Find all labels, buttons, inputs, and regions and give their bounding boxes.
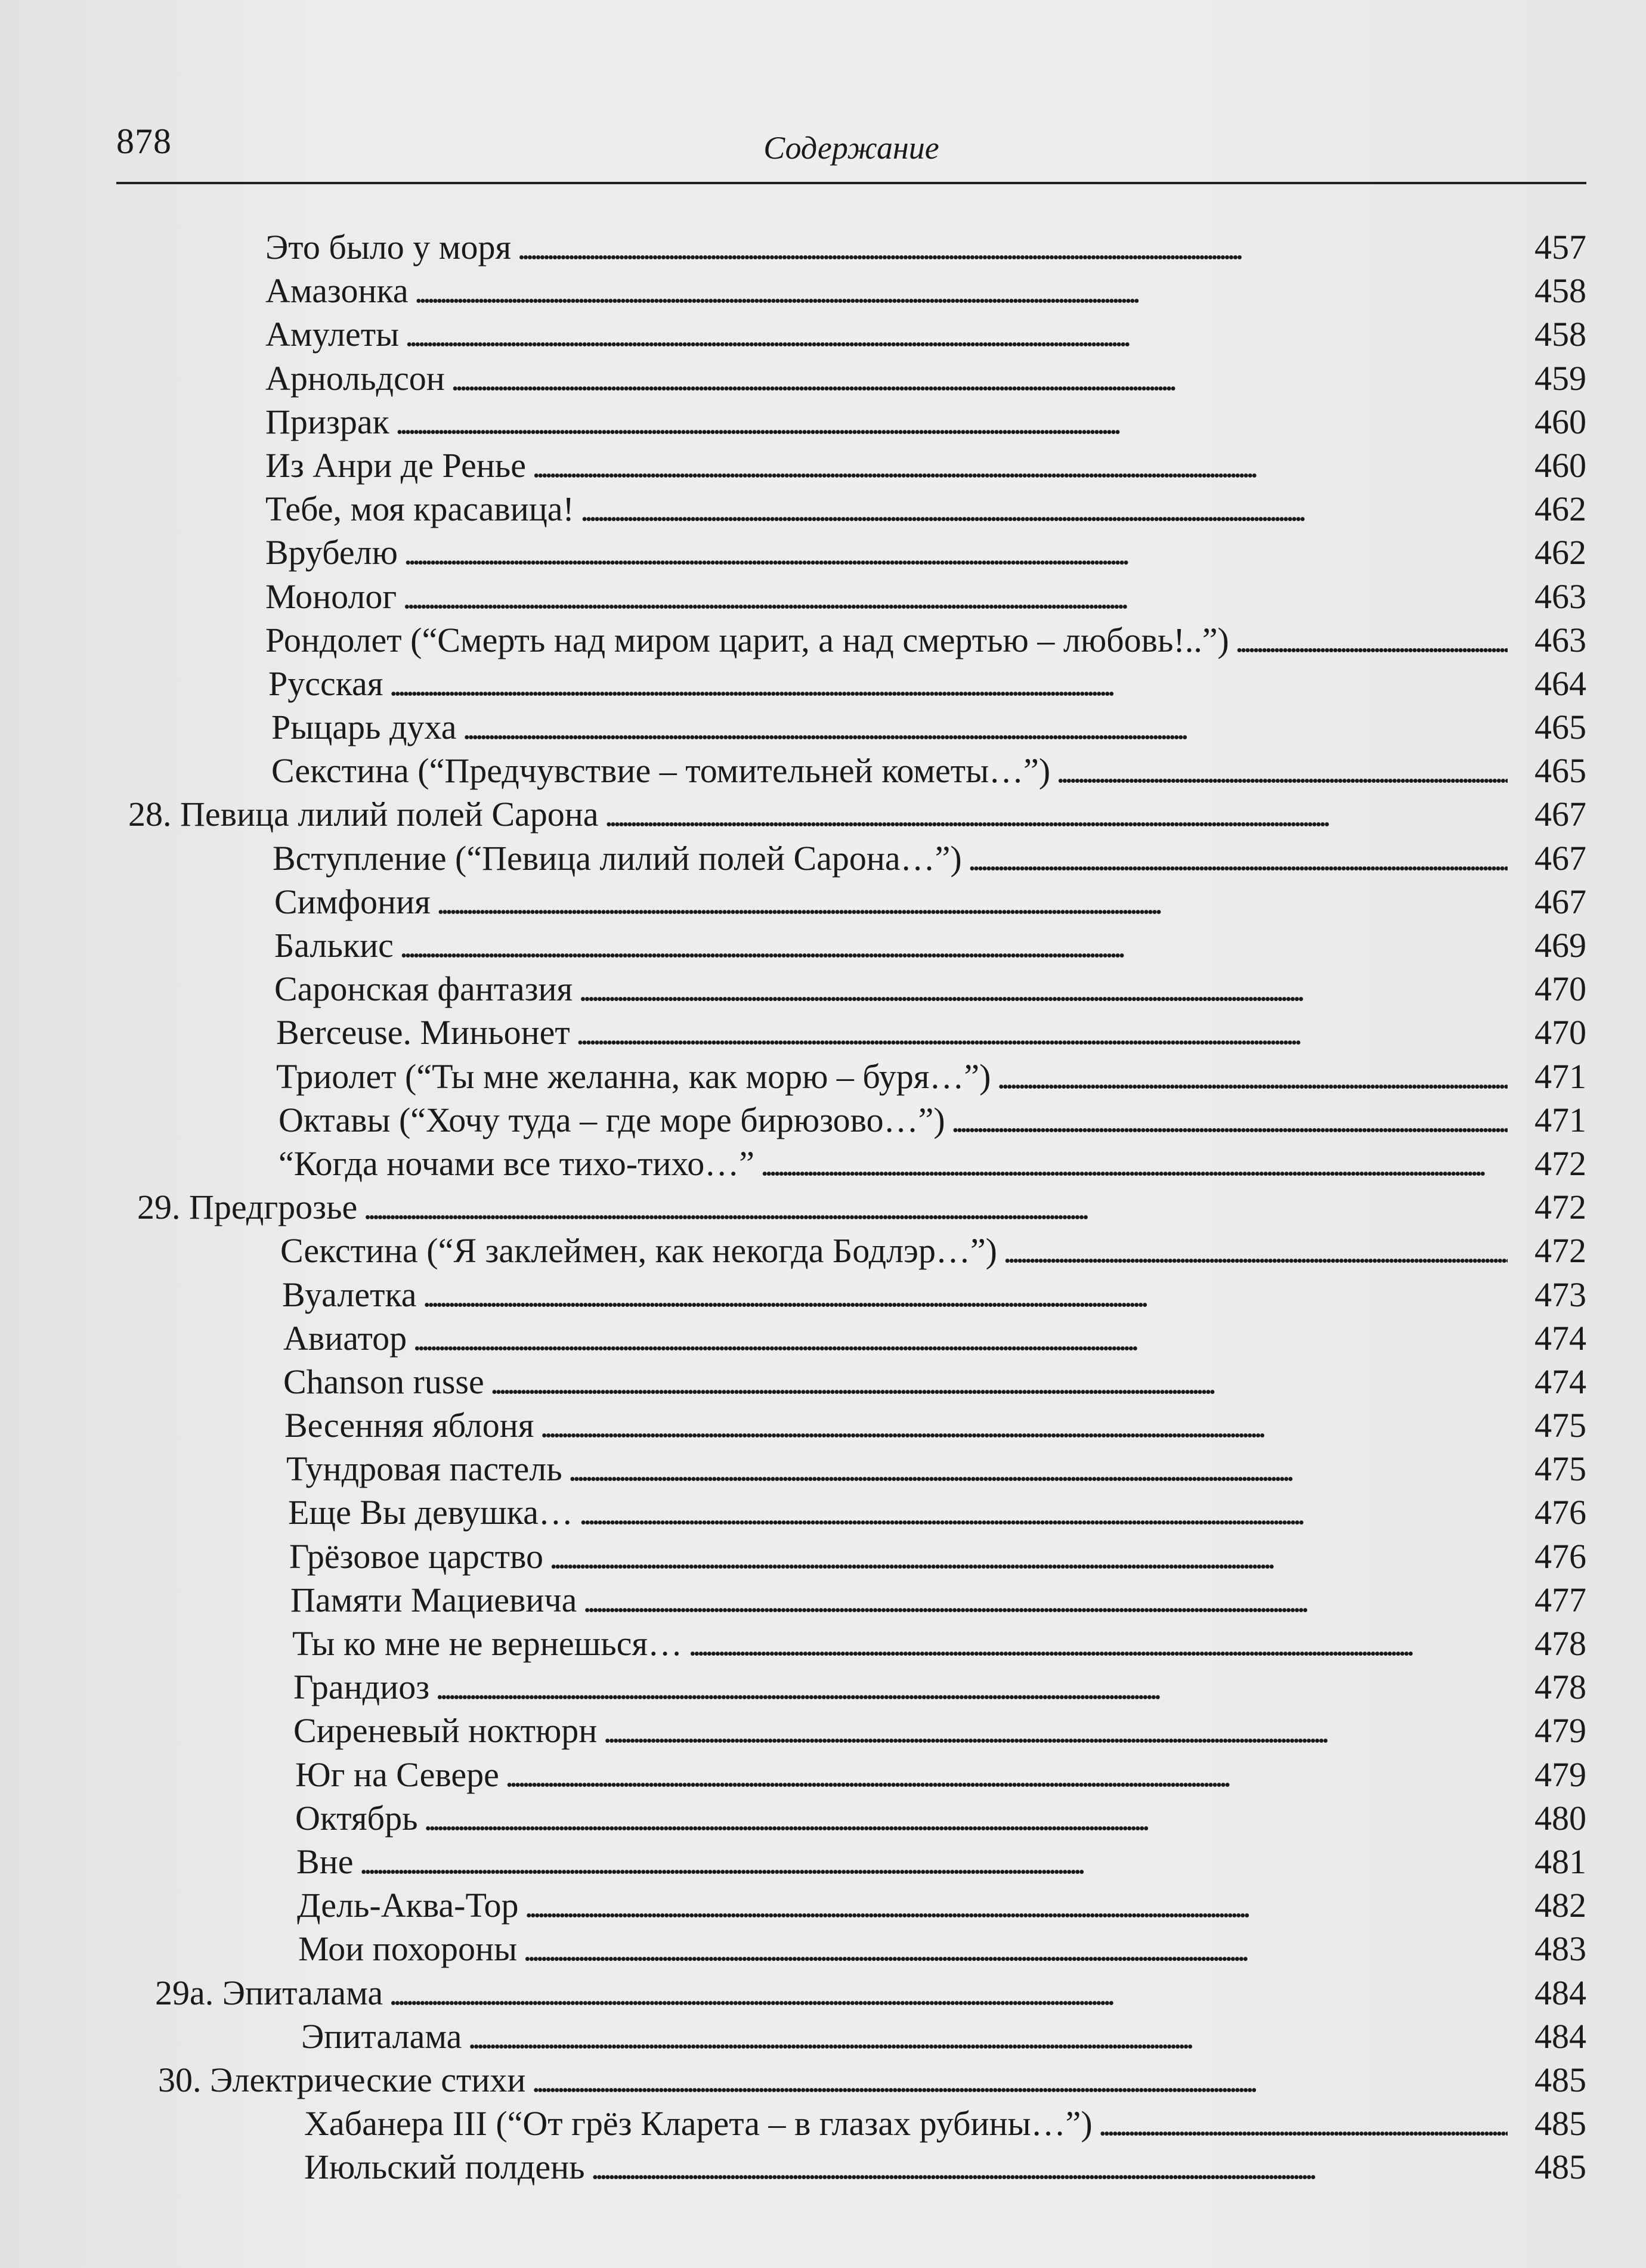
- leader-dots: [603, 1709, 1508, 1752]
- toc-entry-title: Арнольдсон: [265, 358, 445, 398]
- leader-dots: [389, 662, 1508, 705]
- toc-entry: [116, 575, 1586, 618]
- toc-entry: [116, 487, 1586, 531]
- toc-entry-title: Саронская фантазия: [274, 969, 573, 1009]
- toc-entry: [116, 1883, 1586, 1927]
- toc-entry: [116, 444, 1586, 487]
- toc-entry-title: Октавы (“Хочу туда – где море бирюзово…”): [279, 1100, 945, 1139]
- toc-entry-page: 478: [1534, 1624, 1586, 1663]
- leader-dots: [532, 444, 1508, 487]
- toc-entry: [116, 531, 1586, 574]
- toc-entry: [116, 1011, 1586, 1054]
- toc-entry-title: Из Анри де Ренье: [265, 445, 526, 485]
- leader-dots: [505, 1753, 1508, 1796]
- toc-entry-title: Эпиталама: [301, 2016, 462, 2056]
- leader-dots: [591, 2145, 1508, 2189]
- toc-entry-title: Симфония: [274, 882, 431, 921]
- toc-entry-title: Монолог: [265, 577, 397, 616]
- toc-entry-page: 476: [1534, 1536, 1586, 1576]
- toc-entry-title: Chanson russe: [283, 1362, 484, 1401]
- leader-dots: [760, 1142, 1508, 1185]
- leader-dots: [517, 225, 1508, 269]
- toc-entry: [116, 1578, 1586, 1622]
- leader-dots: [405, 312, 1508, 356]
- toc-entry-title: Врубелю: [265, 533, 398, 572]
- leader-dots: [579, 1491, 1508, 1534]
- toc-entry: [116, 1840, 1586, 1883]
- toc-entry-title: “Когда ночами все тихо-тихо…”: [279, 1144, 755, 1183]
- toc-section: [116, 1971, 1586, 2015]
- leader-dots: [437, 880, 1508, 924]
- toc-entry: [116, 2015, 1586, 2058]
- toc-entry-title: Вступление (“Певица лилий полей Сарона…”): [273, 838, 962, 878]
- toc-entry-title: Грёзовое царство: [289, 1536, 543, 1576]
- toc-entry: [116, 1403, 1586, 1447]
- toc-entry-page: 465: [1534, 751, 1586, 791]
- toc-entry-page: 474: [1534, 1362, 1586, 1401]
- toc-entry-title: Вуалетка: [282, 1275, 417, 1314]
- toc-entry: [116, 1535, 1586, 1578]
- toc-entry-page: 478: [1534, 1668, 1586, 1707]
- toc-entry-page: 463: [1534, 620, 1586, 659]
- toc-entry-page: 458: [1534, 271, 1586, 311]
- toc-entry-title: Амулеты: [265, 315, 400, 354]
- toc-entry-page: 467: [1534, 838, 1586, 878]
- toc-entry-title: Berceuse. Миньонет: [276, 1013, 570, 1052]
- leader-dots: [468, 2015, 1508, 2058]
- toc-entry: [116, 705, 1586, 749]
- toc-entry: [116, 1229, 1586, 1272]
- toc-entry-page: 475: [1534, 1449, 1586, 1489]
- table-of-contents: [116, 225, 1586, 2189]
- toc-entry-title: Амазонка: [265, 271, 409, 311]
- toc-section: [116, 1185, 1586, 1229]
- leader-dots: [549, 1535, 1508, 1578]
- leader-dots: [1235, 618, 1508, 662]
- toc-entry-page: 460: [1534, 445, 1586, 485]
- toc-entry-title: 29а. Эпиталама: [155, 1973, 383, 2012]
- toc-entry: [116, 1360, 1586, 1403]
- leader-dots: [435, 1665, 1508, 1709]
- toc-entry-title: 28. Певица лилий полей Сарона: [128, 795, 599, 834]
- toc-entry: [116, 400, 1586, 444]
- toc-entry-title: Рондолет (“Смерть над миром царит, а над смертью – любовь!..”): [265, 620, 1229, 659]
- leader-dots: [568, 1447, 1508, 1491]
- leader-dots: [413, 1316, 1508, 1360]
- toc-section: [116, 792, 1586, 836]
- toc-entry-page: 473: [1534, 1275, 1586, 1314]
- leader-dots: [359, 1840, 1508, 1883]
- toc-entry-page: 480: [1534, 1798, 1586, 1838]
- leader-dots: [389, 1971, 1508, 2015]
- toc-entry-page: 479: [1534, 1711, 1586, 1750]
- toc-entry-title: 30. Электрические стихи: [158, 2060, 526, 2099]
- leader-dots: [523, 1927, 1508, 1970]
- page-header: [116, 116, 1586, 184]
- toc-entry: [116, 1098, 1586, 1142]
- toc-entry-page: 476: [1534, 1493, 1586, 1532]
- leader-dots: [525, 1883, 1508, 1927]
- leader-dots: [462, 705, 1508, 749]
- page-number: 878: [116, 122, 172, 161]
- toc-entry: [116, 1273, 1586, 1316]
- toc-entry: [116, 1709, 1586, 1752]
- toc-entry-title: Секстина (“Предчувствие – томительней кометы…”): [271, 751, 1051, 791]
- toc-entry: [116, 1316, 1586, 1360]
- toc-entry-title: Ты ко мне не вернешься…: [292, 1624, 683, 1663]
- toc-entry-page: 484: [1534, 2016, 1586, 2056]
- toc-entry-title: Это было у моря: [265, 228, 512, 267]
- toc-entry-title: Памяти Мациевича: [290, 1580, 577, 1619]
- leader-dots: [968, 836, 1508, 880]
- toc-entry: [116, 225, 1586, 269]
- toc-entry: [116, 1665, 1586, 1709]
- toc-entry-page: 479: [1534, 1755, 1586, 1794]
- leader-dots: [403, 575, 1508, 618]
- leader-dots: [400, 924, 1508, 967]
- toc-entry-title: Призрак: [265, 402, 389, 441]
- toc-entry-page: 470: [1534, 1013, 1586, 1052]
- toc-entry: [116, 618, 1586, 662]
- toc-entry-page: 475: [1534, 1406, 1586, 1445]
- toc-entry: [116, 1753, 1586, 1796]
- leader-dots: [414, 269, 1508, 312]
- toc-entry-page: 462: [1534, 533, 1586, 572]
- toc-entry-title: Авиатор: [283, 1318, 407, 1358]
- leader-dots: [424, 1796, 1508, 1840]
- leader-dots: [395, 400, 1508, 444]
- toc-entry-title: Рыцарь духа: [271, 708, 457, 747]
- toc-entry-page: 482: [1534, 1886, 1586, 1925]
- toc-entry-page: 463: [1534, 577, 1586, 616]
- toc-entry-page: 472: [1534, 1188, 1586, 1227]
- toc-entry: [116, 1927, 1586, 1970]
- toc-entry-title: Секстина (“Я заклеймен, как некогда Бодлэр…”): [280, 1231, 997, 1271]
- toc-entry: [116, 880, 1586, 924]
- toc-entry-page: 485: [1534, 2148, 1586, 2187]
- toc-entry-title: Еще Вы девушка…: [288, 1493, 573, 1532]
- toc-entry-title: Балькис: [274, 926, 394, 965]
- toc-entry-page: 477: [1534, 1580, 1586, 1619]
- toc-entry: [116, 269, 1586, 312]
- leader-dots: [423, 1273, 1508, 1316]
- toc-entry-page: 469: [1534, 926, 1586, 965]
- leader-dots: [531, 2058, 1508, 2102]
- toc-entry: [116, 924, 1586, 967]
- toc-entry-title: Июльский полдень: [304, 2148, 585, 2187]
- running-title: Содержание: [763, 130, 939, 166]
- toc-entry-title: Сиреневый ноктюрн: [293, 1711, 598, 1750]
- leader-dots: [580, 487, 1508, 531]
- toc-entry-title: Октябрь: [295, 1798, 418, 1838]
- leader-dots: [605, 792, 1508, 836]
- toc-entry-page: 474: [1534, 1318, 1586, 1358]
- leader-dots: [490, 1360, 1508, 1403]
- toc-entry: [116, 1055, 1586, 1098]
- toc-entry-title: Триолет (“Ты мне желанна, как морю – буря…”): [276, 1056, 991, 1096]
- toc-entry-page: 465: [1534, 708, 1586, 747]
- toc-entry-page: 464: [1534, 664, 1586, 703]
- toc-entry: [116, 312, 1586, 356]
- toc-entry-page: 472: [1534, 1144, 1586, 1183]
- toc-entry-title: Мои похороны: [298, 1929, 518, 1969]
- toc-entry: [116, 357, 1586, 400]
- toc-section: [116, 2058, 1586, 2102]
- toc-entry-page: 471: [1534, 1100, 1586, 1139]
- toc-entry-page: 470: [1534, 969, 1586, 1009]
- toc-entry-page: 457: [1534, 228, 1586, 267]
- leader-dots: [404, 531, 1508, 574]
- toc-entry: [116, 749, 1586, 792]
- toc-entry: [116, 662, 1586, 705]
- toc-entry-title: Весенняя яблоня: [284, 1406, 534, 1445]
- toc-entry: [116, 967, 1586, 1011]
- toc-entry-page: 459: [1534, 358, 1586, 398]
- leader-dots: [578, 967, 1508, 1011]
- toc-entry-page: 471: [1534, 1056, 1586, 1096]
- toc-entry-title: Русская: [268, 664, 383, 703]
- toc-entry-title: Дель-Аква-Тор: [297, 1886, 519, 1925]
- toc-entry-page: 481: [1534, 1842, 1586, 1881]
- toc-entry-title: Тебе, моя красавица!: [265, 489, 574, 529]
- leader-dots: [363, 1185, 1508, 1229]
- leader-dots: [576, 1011, 1508, 1054]
- toc-entry-page: 483: [1534, 1929, 1586, 1969]
- toc-entry-page: 485: [1534, 2060, 1586, 2099]
- toc-entry: [116, 1142, 1586, 1185]
- toc-entry: [116, 2102, 1586, 2145]
- toc-entry: [116, 836, 1586, 880]
- leader-dots: [1099, 2102, 1508, 2145]
- toc-entry-title: 29. Предгрозье: [137, 1188, 358, 1227]
- toc-entry-page: 484: [1534, 1973, 1586, 2012]
- leader-dots: [688, 1622, 1508, 1665]
- toc-entry-page: 467: [1534, 882, 1586, 921]
- toc-entry-title: Юг на Севере: [295, 1755, 499, 1794]
- toc-entry-page: 460: [1534, 402, 1586, 441]
- toc-entry-title: Грандиоз: [293, 1668, 430, 1707]
- toc-entry: [116, 2145, 1586, 2189]
- toc-entry: [116, 1447, 1586, 1491]
- toc-entry: [116, 1622, 1586, 1665]
- toc-entry-page: 485: [1534, 2104, 1586, 2143]
- toc-entry: [116, 1796, 1586, 1840]
- toc-entry-page: 462: [1534, 489, 1586, 529]
- leader-dots: [1003, 1229, 1508, 1272]
- leader-dots: [451, 357, 1508, 400]
- leader-dots: [583, 1578, 1508, 1622]
- toc-entry-page: 458: [1534, 315, 1586, 354]
- toc-entry-title: Вне: [296, 1842, 354, 1881]
- toc-entry: [116, 1491, 1586, 1534]
- toc-entry-page: 472: [1534, 1231, 1586, 1271]
- leader-dots: [997, 1055, 1508, 1098]
- toc-entry-page: 467: [1534, 795, 1586, 834]
- leader-dots: [951, 1098, 1508, 1142]
- toc-entry-title: Хабанера III (“От грёз Кларета – в глазах рубины…”): [304, 2104, 1093, 2143]
- leader-dots: [1056, 749, 1508, 792]
- leader-dots: [540, 1403, 1508, 1447]
- toc-entry-title: Тундровая пастель: [286, 1449, 562, 1489]
